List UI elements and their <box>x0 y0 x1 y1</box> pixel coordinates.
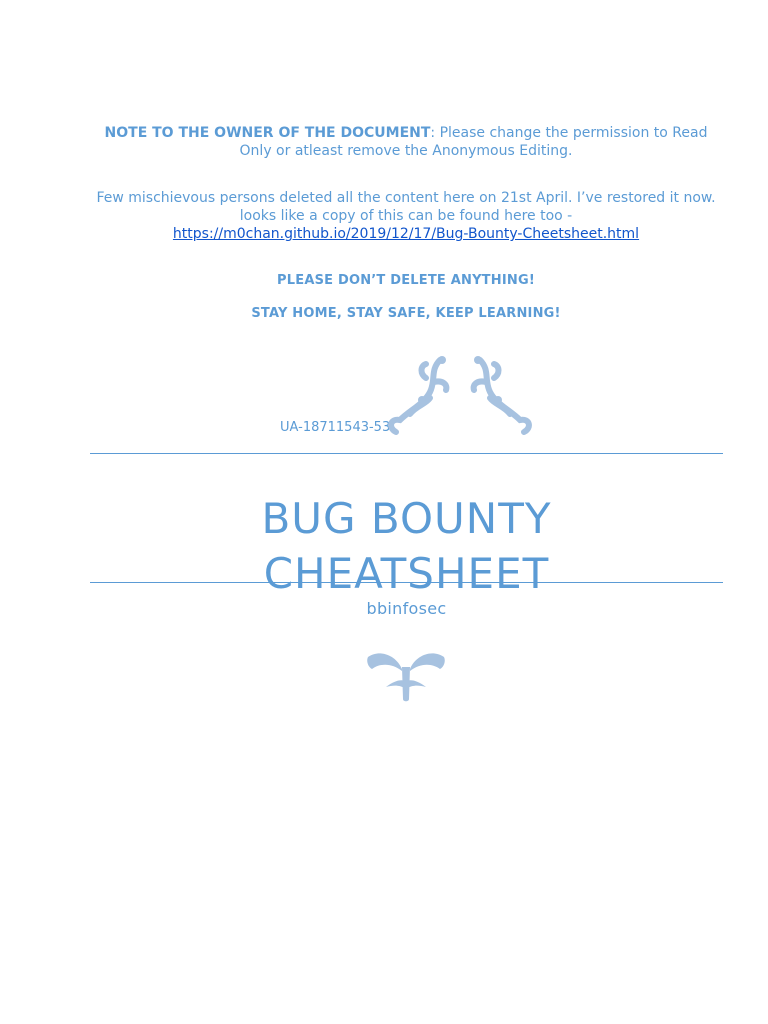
title-line-2: CHEATSHEET <box>263 549 550 599</box>
flourish-ornament-top <box>386 352 534 438</box>
mirror-link[interactable]: https://m0chan.github.io/2019/12/17/Bug-Bounty-Cheetsheet.html <box>172 226 640 242</box>
title-line-1: BUG BOUNTY <box>261 494 552 544</box>
author-name: bbinfosec <box>366 599 447 618</box>
flourish-ornament-bottom <box>366 647 446 703</box>
owner-note <box>92 124 720 160</box>
plea-stay-home: STAY HOME, STAY SAFE, KEEP LEARNING! <box>251 306 561 321</box>
document-title <box>90 491 723 601</box>
owner-note-text: : Please change the permission to Read Only or atleast remove the Anonymous Editing. <box>239 125 708 159</box>
divider-top <box>90 453 723 454</box>
owner-note-label: NOTE TO THE OWNER OF THE DOCUMENT <box>104 125 431 141</box>
divider-bottom <box>90 582 723 583</box>
restore-note <box>92 189 720 243</box>
plea-dont-delete: PLEASE DON’T DELETE ANYTHING! <box>277 273 535 288</box>
restore-line-2: looks like a copy of this can be found here too - <box>239 208 573 224</box>
tracking-id: UA-18711543-53 <box>280 420 391 435</box>
restore-line-1: Few mischievous persons deleted all the content here on 21st April. I’ve restored it now. <box>96 190 716 206</box>
